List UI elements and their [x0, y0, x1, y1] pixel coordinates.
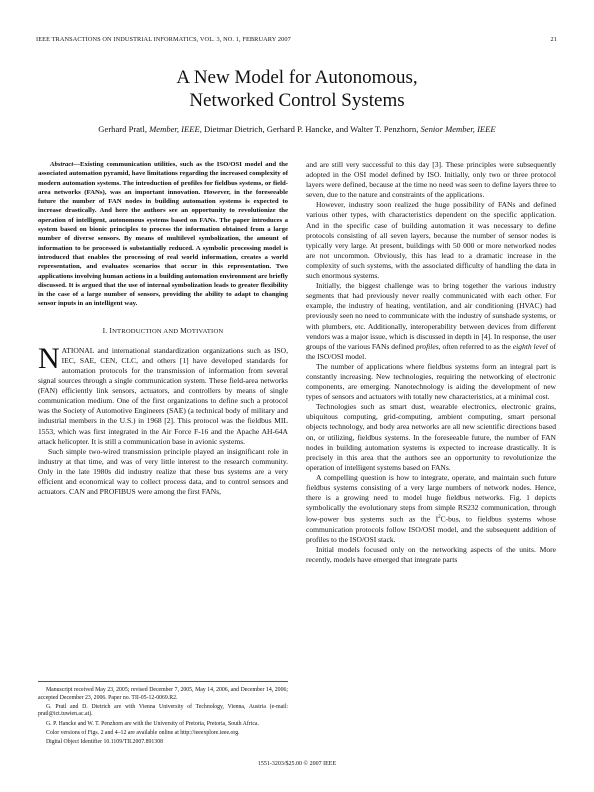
- footnotes: [38, 681, 288, 748]
- abstract-text: —Existing communication utilities, such as the ISO/OSI model and the associated automation pyramid, have limitations regarding the increased complexity of modern automation systems. The introduction of profiles for fieldbus systems, or field-area networks (FANs), was an important innovation. However, in the foreseeable future the number of FAN nodes in building automation systems is expected to increase drastically. And here the authors see an opportunity to revolutionize the operation of intelligent, autonomous systems based on FANs. The paper introduces a system based on bionic principles to process the information obtained from a large number of diverse sensors. By means of multilevel symbolization, the amount of information to be processed is substantially reduced. A symbolic processing model is introduced that enables the processing of real world information, creates a world representation, and evaluates scenarios that occur in this representation. Two applications involving human actions in a building automation environment are briefly discussed. It is argued that the use of internal symbolization leads to greater flexibility in the case of a large number of sensors, providing the ability to adapt to changing sensor inputs in an intelligent way.: [38, 161, 288, 308]
- right-column: [306, 160, 556, 565]
- paragraph-text: A compelling question is how to integrate, operate, and maintain such future fieldbus systems consisting of a very large numbers of network nodes. Hence, there is a growing need to model huge fieldbus networks. Fig. 1 depicts symbolically the evolutionary steps from simple RS232 communication, through low-power bus systems such as the I: [306, 472, 556, 524]
- body-paragraph: [306, 473, 556, 545]
- drop-cap: N: [38, 341, 60, 375]
- paragraph-text: of the ISO/OSI model.: [306, 341, 556, 361]
- abstract-label: Abstract: [50, 161, 74, 168]
- section-heading: [38, 326, 288, 335]
- footnote-color: Color versions of Figs. 2 and 4–12 are available online at http://ieeexplore.ieee.org.: [46, 729, 240, 736]
- lead-word: ATIONAL: [61, 345, 95, 355]
- author-1-name: Gerhard Pratl,: [98, 124, 150, 134]
- body-paragraph: and are still very successful to this day [3]. These principles were subsequently adopted in the OSI model defined by ISO. Initially, only two or three protocol layers were defined, because at the time no need was seen to define layers three to seven, due to the nature and constraints of the applications.: [306, 160, 556, 200]
- paragraph-text: Initially, the biggest challenge was to bring together the various industry segments that had previously never really communicated with each other. For example, the industry of heating, ventilation, and air conditioning (HVAC) had previously seen no need to communicate with the industry of sunshade systems, or with plumbers, etc. Additionally, interoperability between devices from different vendors was a major issue, which is discussed in depth in [4]. In response, the user groups of the various FANs defined: [306, 281, 556, 351]
- running-header: IEEE TRANSACTIONS ON INDUSTRIAL INFORMATICS, VOL. 3, NO. 1, FEBRUARY 2007: [36, 36, 291, 43]
- author-list: [10, 124, 584, 134]
- title-line-2: Networked Control Systems: [189, 90, 405, 111]
- paragraph-text: , often referred to as the: [438, 341, 513, 351]
- other-authors: , Dietmar Dietrich, Gerhard P. Hancke, and Walter T. Penzhorn,: [199, 124, 421, 134]
- body-paragraph: However, industry soon realized the huge possibility of FANs and defined various other types, with characteristics dependent on the specific application. And in the specific case of building automation it was necessary to define protocols consisting of all seven layers, because the number of sensor nodes is typically very large. At present, buildings with 50 000 or more networked nodes are not uncommon. Obviously, this has lead to a dramatic increase in the complexity of such systems, with the associated difficulty of handling the data in such enormous systems.: [306, 200, 556, 281]
- section-word1-initial: I: [109, 325, 113, 335]
- body-paragraph: Such simple two-wired transmission principle played an insignificant role in industry at that time, and was of very little interest to the research community. Only in the late 1980s did industry realize that these bus systems are a very efficient and economical way to collect process data, and to control sensors and actuators. CAN and PROFIBUS were among the first FANs,: [38, 446, 288, 497]
- body-paragraph: The number of applications where fieldbus systems form an integral part is constantly increasing. New technologies, requiring the networking of electronic components, are emerging. Nanotechnology is aiding the development of new types of sensors and actuators with totally new characteristics, at a minimal cost.: [306, 361, 556, 402]
- author-last-role: Senior Member, IEEE: [420, 124, 496, 134]
- footnote-affiliation-vienna: G. Pratl and D. Dietrich are with Vienna University of Technology, Vienna, Austria (e-mail: pratl@ict.tuwien.ac.at).: [38, 703, 288, 718]
- body-paragraph: [38, 341, 288, 447]
- paragraph-text: C-bus, to fieldbus systems whose communication protocols follow ISO/OSI model, and the subsequent addition of profiles to the ISO/OSI stack.: [306, 514, 556, 544]
- emphasis-eighth-level: eighth level: [512, 341, 548, 351]
- left-column: [38, 160, 288, 497]
- copyright-footer: 1551-3203/$25.00 © 2007 IEEE: [257, 761, 337, 767]
- section-word2-rest: OTIVATION: [186, 327, 224, 335]
- footnote-doi: Digital Object Identifier 10.1109/TII.2007.891308: [46, 739, 163, 746]
- section-word1-rest: NTRODUCTION AND: [112, 327, 181, 335]
- paper-title: [0, 66, 594, 112]
- paragraph-text: and international standardization organizations such as ISO, IEC, SAE, CEN, CLC, and others [1] have developed standards for automation protocols for the transmission of information from several signal sources through a single communication system. These field-area networks (FAN) efficiently link sensors, actuators, and controllers by means of single communication medium. One of the first organizations to define such a protocol was the Society of Automotive Engineers (SAE) (a technical body of military and industrial members in the U.S.) in 1968 [2]. This protocol was the fieldbus MIL 1553, which was first integrated in the Air Force F-16 and the Apache AH-64A attack helicopter. It is still a communication base in avionic systems.: [38, 345, 288, 446]
- section-numeral: I.: [102, 325, 110, 335]
- page-number: 21: [550, 36, 557, 43]
- footnote-affiliation-pretoria: G. P. Hancke and W. T. Penzhorn are with the University of Pretoria, Pretoria, South Africa.: [46, 720, 259, 727]
- body-paragraph: Technologies such as smart dust, wearable electronics, electronic grains, ubiquitous computing, grid-computing, ambient computing, smart personal objects technology, and body area networks are all new scientific directions based on, or utilizing, fieldbus systems. In the foreseeable future, the number of FAN nodes in building automation systems is expected to increase drastically. It is precisely in this area that the authors see an opportunity to revolutionize the operation of intelligent systems based on FANs.: [306, 402, 556, 472]
- title-line-1: A New Model for Autonomous,: [176, 67, 418, 88]
- section-word2-initial: M: [180, 325, 187, 335]
- body-paragraph: Initial models focused only on the networking aspects of the units. More recently, models have emerged that integrate parts: [306, 545, 556, 565]
- abstract: [38, 160, 288, 309]
- body-paragraph: [306, 281, 556, 362]
- emphasis-profiles: profiles: [415, 341, 439, 351]
- footnote-manuscript: Manuscript received May 23, 2005; revised December 7, 2005, May 14, 2006, and December 14, 2006; accepted December 23, 2006. Paper no. TII-05-12-0069.R2.: [38, 687, 288, 701]
- superscript: 2: [438, 515, 441, 521]
- author-1-role: Member, IEEE: [149, 124, 200, 134]
